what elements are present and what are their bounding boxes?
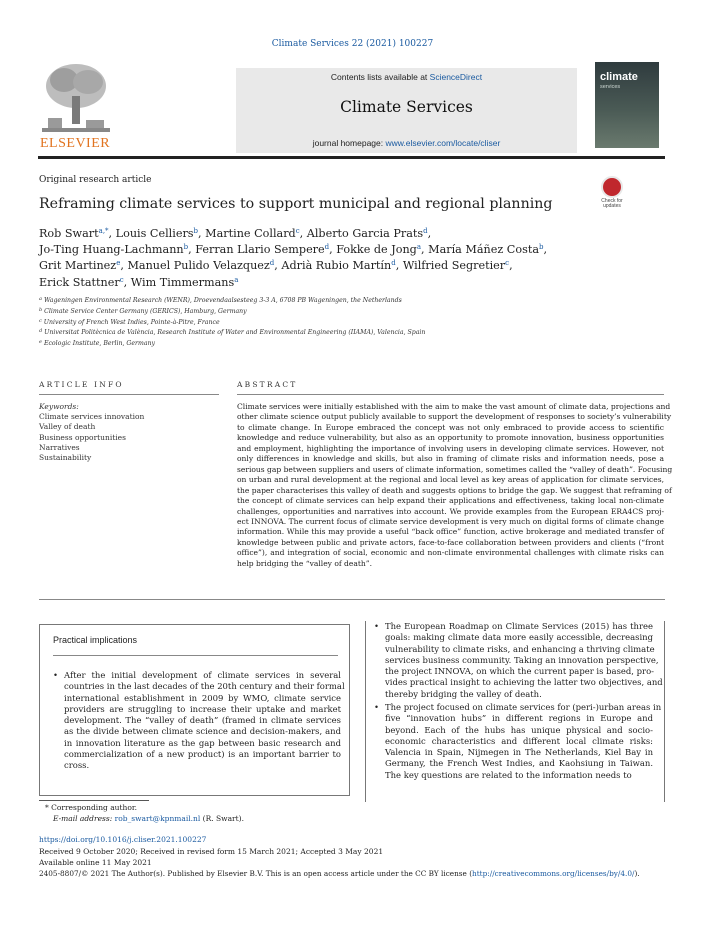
text-line: commercialization of a new product) is an important barrier to <box>64 749 341 760</box>
author-line: Erick Stattner$^c$, Wim Timmermans$^a$ <box>39 275 239 289</box>
affiliation-key: a <box>39 296 42 302</box>
author-affiliation-marker[interactable]: c <box>119 275 124 284</box>
text-line: and employment, highlighting the importance of involving users in developing climate services. However, not <box>237 443 664 453</box>
affiliation-key: b <box>39 306 43 313</box>
affiliation-item <box>39 307 425 318</box>
article-info-heading: ARTICLE INFO <box>39 380 124 389</box>
author-affiliation-marker[interactable]: b <box>539 243 544 252</box>
text-line: knowledge between public and private actors, face-to-face collaboration between providers and clients (“front <box>237 537 664 547</box>
bookmark-icon <box>601 176 623 198</box>
author-affiliation-marker[interactable]: c <box>505 259 510 268</box>
author-name[interactable]: Rob Swart <box>39 227 99 240</box>
affiliation-text: Universitat Politècnica de València, Research Institute of Water and Environmental Engineering (IIAMA), Valencia, Spain <box>44 329 426 337</box>
text-line: Valencia in Spain, Nijmegen in The Netherlands, Kiel Bay in <box>385 747 653 758</box>
keyword-item: Narratives <box>39 442 80 452</box>
author-name[interactable]: Alberto Garcia Prats <box>306 227 424 240</box>
text-line: only differences in knowledge and skills, but also in framing of climate risks and information needs, pose a <box>237 454 664 464</box>
text-line: countries in the last decades of the 20th century and their formal <box>64 681 345 692</box>
abstract-text <box>237 402 673 569</box>
text-line: the paper characterises this valley of death and suggests options to bridge the gap. We suggest that reframing of <box>237 485 672 495</box>
author-affiliation-marker[interactable]: d <box>423 227 428 235</box>
corresponding-author-note: * Corresponding author. <box>45 803 138 812</box>
practical-implications-heading: Practical implications <box>53 635 138 645</box>
article-type: Original research article <box>39 175 152 185</box>
affiliation-item <box>39 318 425 329</box>
text-line: knowledge and reduce vulnerability, but also as an opportunity to promote innovation, business opportunities <box>237 433 664 443</box>
author-affiliation-marker[interactable]: a <box>234 275 239 284</box>
sciencedirect-link[interactable]: ScienceDirect <box>429 72 483 82</box>
author-name[interactable]: Ferran Llario Sempere <box>195 243 325 257</box>
license-link[interactable]: http://creativecommons.org/licenses/by/4.0/ <box>472 869 635 878</box>
affiliation-text: Climate Service Center Germany (GERICS), Hamburg, Germany <box>44 307 247 315</box>
author-affiliation-marker[interactable]: c <box>295 227 300 235</box>
keyword-item: Sustainability <box>39 453 92 463</box>
text-line: on urban and rural development at the regional and local level as key areas of application for climate services, <box>237 475 664 485</box>
text-line: to climate change. In Europe embraced the concept was not only embraced to provide access to scientific <box>237 422 664 432</box>
author-name[interactable]: Adrià Rubio Martín <box>281 259 392 273</box>
contents-prefix: Contents lists available at <box>330 72 430 82</box>
practical-bullet <box>53 670 345 772</box>
text-line: the concept of climate services can help expand their applications and effectiveness, taking local non-climate <box>237 496 664 506</box>
available-online: Available online 11 May 2021 <box>39 858 152 867</box>
author-name[interactable]: Jo-Ting Huang-Lachmann <box>39 243 184 257</box>
affiliation-item <box>39 296 425 307</box>
author-affiliation-marker[interactable]: e <box>116 259 121 268</box>
practical-implications-box <box>39 624 350 796</box>
bullet-icon: • <box>374 702 379 712</box>
email-suffix: (R. Swart). <box>200 814 244 823</box>
text-line: Germany, the French West Indies, and Kaohsiung in Taiwan. <box>385 758 653 769</box>
abstract-rule <box>237 394 664 395</box>
right-column-bullet <box>374 702 662 781</box>
author-list <box>39 226 639 291</box>
author-name[interactable]: Grit Martinez <box>39 259 117 273</box>
text-line: international establishment in 2009 by WMO, climate service <box>64 692 341 703</box>
bullet-icon: • <box>374 621 379 631</box>
received-dates: Received 9 October 2020; Received in revised form 15 March 2021; Accepted 3 May 2021 <box>39 847 384 856</box>
author-name[interactable]: Louis Celliers <box>115 227 194 240</box>
text-line: The European Roadmap on Climate Services (2015) has three <box>385 621 653 631</box>
text-line: as the divide between climate science and decision-makers, and <box>64 726 341 737</box>
affiliation-item <box>39 339 425 350</box>
author-affiliation-marker[interactable]: a <box>416 243 421 252</box>
affiliation-key: e <box>39 339 42 346</box>
text-line: in innovation literature as the gap between basic research and <box>64 737 341 748</box>
publisher-name: ELSEVIER <box>40 136 111 151</box>
keyword-item: Valley of death <box>39 422 96 432</box>
text-line: beyond. Each of the hubs has unique physical and socio- <box>385 724 653 735</box>
header-rule <box>38 156 665 159</box>
author-affiliation-marker[interactable]: b <box>183 243 189 252</box>
author-affiliation-marker[interactable]: a,* <box>98 227 109 235</box>
author-affiliation-marker[interactable]: d <box>324 243 330 252</box>
author-name[interactable]: Martine Collard <box>205 227 296 240</box>
journal-name: Climate Services <box>340 98 473 116</box>
check-for-updates-label: Check for updates <box>601 198 623 209</box>
text-line: goals: making climate data more easily accessible, decreasing <box>385 632 653 643</box>
affiliation-key: c <box>39 317 42 324</box>
homepage-prefix: journal homepage: <box>312 138 386 148</box>
author-line: Rob Swart$^{a,*}$, Louis Celliers$^b$, Martine Collard$^c$, Alberto Garcia Prats$^d$, <box>39 227 432 240</box>
keyword-item: Business opportunities <box>39 432 126 442</box>
cover-title: climate <box>600 71 638 83</box>
check-for-updates-button[interactable] <box>596 176 628 210</box>
affiliation-key: d <box>39 328 43 335</box>
elsevier-tree-icon <box>38 60 114 134</box>
doi-link[interactable]: https://doi.org/10.1016/j.cliser.2021.100227 <box>39 835 207 844</box>
journal-reference[interactable]: Climate Services 22 (2021) 100227 <box>271 39 434 49</box>
affiliation-text: Wageningen Environmental Research (WENR), Droevendaalsesteeg 3-3 A, 6708 PB Wageningen, the Netherlands <box>43 297 402 304</box>
article-info-rule <box>39 394 219 395</box>
text-line: help bridging the “valley of death”. <box>237 558 373 568</box>
text-line: information. While this may provide a useful “back office” function, active brokerage and mediated transfer of <box>237 527 664 537</box>
text-line: After the initial development of climate services in several <box>64 670 341 680</box>
right-column-bullet <box>374 621 663 700</box>
text-line: ect INNOVA. The current focus of climate service development is very much on digital forms of climate change <box>237 516 664 526</box>
text-line: vides practical insight to achieving the latter two objectives, and <box>385 677 663 688</box>
text-line: thereby bridging the valley of death. <box>385 688 542 699</box>
footnote-rule <box>39 800 149 801</box>
affiliation-list <box>39 296 425 350</box>
text-line: vulnerability to climate risks, and enhancing a thriving climate <box>385 643 655 654</box>
text-line: economic characteristics and different local climate risks: <box>385 735 653 746</box>
journal-header <box>38 60 665 155</box>
practical-implications-rule <box>53 655 338 656</box>
affiliation-text: University of French West Indies, Pointe-à-Pitre, France <box>43 318 220 326</box>
right-column-box <box>365 621 665 802</box>
text-line: challenges, opportunities and narratives into account. We provide examples from the European ERA4CS proj- <box>237 506 664 516</box>
author-name[interactable]: Manuel Pulido Velazquez <box>127 259 270 273</box>
homepage-link[interactable]: www.elsevier.com/locate/cliser <box>385 138 501 148</box>
abstract-bottom-rule <box>39 599 665 600</box>
text-line: cross. <box>64 760 90 771</box>
text-line: The key questions are related to the information needs to <box>385 769 632 780</box>
text-line: office”), and integration of social, economic and non-climate environmental challenges with climate risks can <box>237 548 664 558</box>
homepage-line <box>236 138 577 148</box>
text-line: The project focused on climate services for (peri-)urban areas in <box>385 702 662 712</box>
cover-subtitle: services <box>600 84 621 90</box>
license-prefix: 2405-8807/© 2021 The Author(s). Published by Elsevier B.V. This is an open access article under the CC BY license ( <box>39 869 473 878</box>
author-name[interactable]: Wilfried Segretier <box>402 259 506 273</box>
email-note <box>53 814 244 823</box>
abstract-heading: ABSTRACT <box>237 380 298 389</box>
author-line: Jo-Ting Huang-Lachmann$^b$, Ferran Llario Sempere$^d$, Fokke de Jong$^a$, María Máñez Costa$^b$, <box>39 243 548 257</box>
article-title: Reframing climate services to support municipal and regional planning <box>39 196 553 212</box>
keywords-label: Keywords: <box>39 402 79 411</box>
author-affiliation-marker[interactable]: d <box>391 259 396 268</box>
author-name[interactable]: Wim Timmermans <box>130 275 235 289</box>
journal-banner <box>236 68 577 153</box>
contents-line <box>236 72 577 82</box>
author-affiliation-marker[interactable]: d <box>269 259 275 268</box>
license-line <box>39 869 640 878</box>
text-line: other climate science output publicly available to support the development of responses to society’s vulnerability <box>237 412 672 422</box>
author-affiliation-marker[interactable]: b <box>193 227 199 235</box>
text-line: providers are struggling to increase their uptake and market <box>64 703 341 714</box>
affiliation-text: Ecologic Institute, Berlin, Germany <box>43 340 155 348</box>
affiliation-item <box>39 328 425 339</box>
text-line: five “innovation hubs” in different regions in Europe and <box>385 713 653 724</box>
author-name[interactable]: Erick Stattner <box>39 275 120 289</box>
text-line: serious gap between suppliers and users of climate information, sometimes called the “valley of death”. Focusing <box>237 464 673 474</box>
text-line: the project INNOVA, on which the current paper is based, pro- <box>385 666 655 677</box>
text-line: development. The “valley of death” (framed in climate services <box>64 715 341 726</box>
journal-cover[interactable] <box>595 62 659 148</box>
text-line: services business community. Taking an innovation perspective, <box>385 654 659 665</box>
bullet-icon: • <box>53 670 58 680</box>
email-link[interactable]: rob_swart@kpnmail.nl <box>114 814 201 823</box>
author-line: Grit Martinez$^e$, Manuel Pulido Velazquez$^d$, Adrià Rubio Martín$^d$, Wilfried Segretier$^c$, <box>39 259 513 273</box>
text-line: Climate services were initially established with the aim to make the vast amount of climate data, projections and <box>237 402 671 411</box>
license-suffix: ). <box>634 869 640 878</box>
elsevier-logo[interactable] <box>38 60 116 152</box>
author-name[interactable]: Fokke de Jong <box>336 243 417 257</box>
author-name[interactable]: María Máñez Costa <box>428 243 540 257</box>
email-label: E-mail address: <box>53 814 115 823</box>
keyword-item: Climate services innovation <box>39 412 145 421</box>
